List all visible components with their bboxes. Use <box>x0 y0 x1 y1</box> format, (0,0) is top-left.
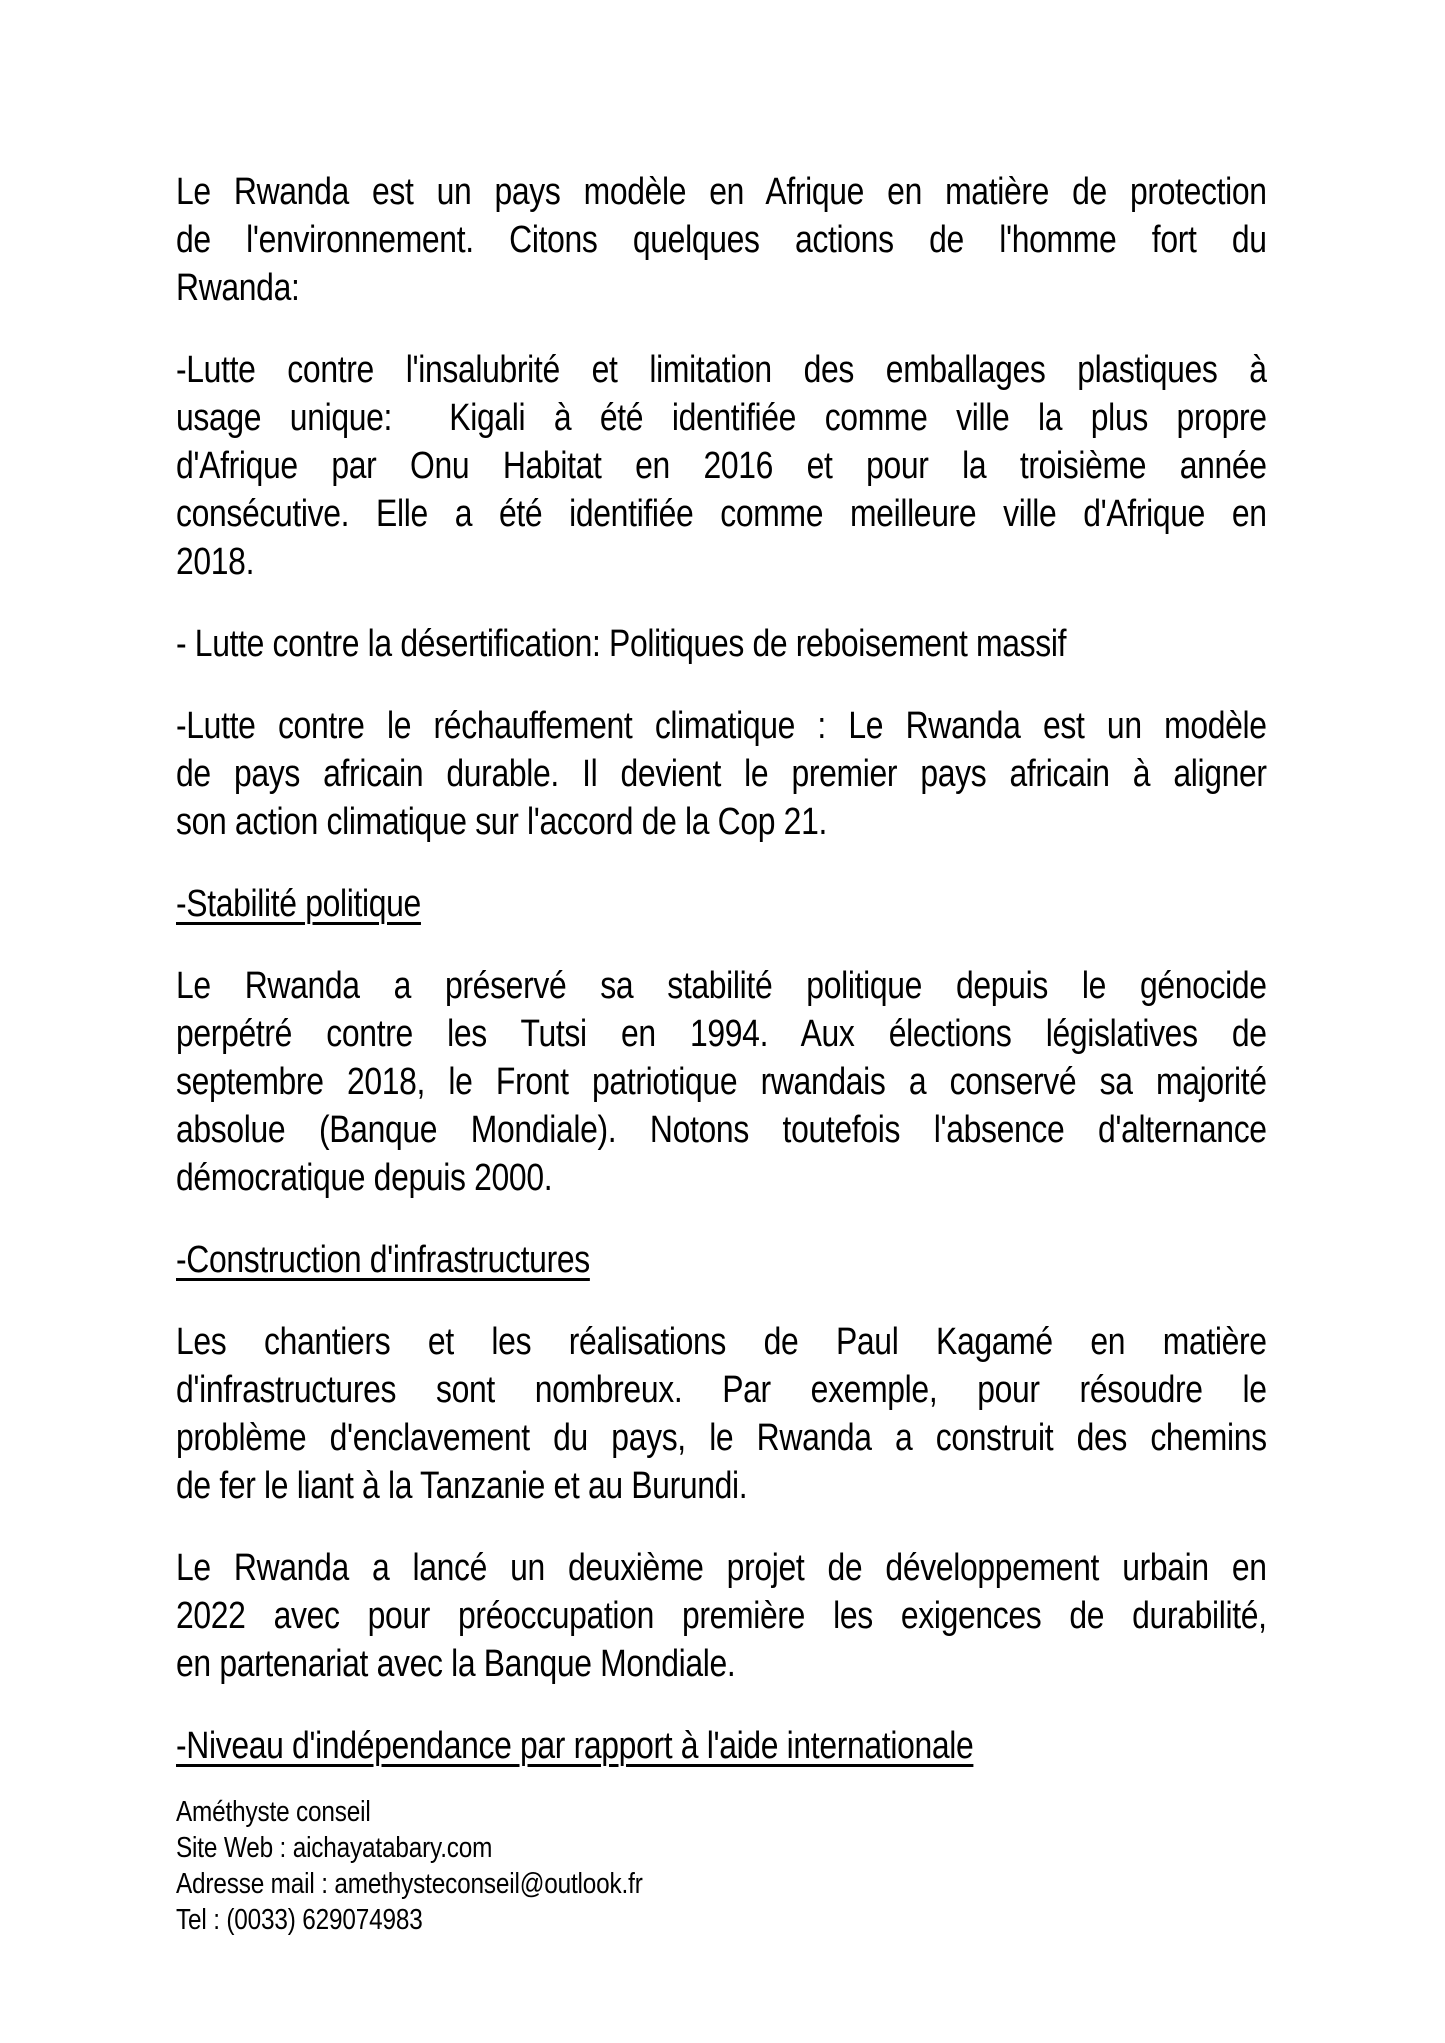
text-line: Les chantiers et les réalisations de Paul Kagamé en matière <box>176 1321 1267 1363</box>
text-line: de l'environnement. Citons quelques actions de l'homme fort du <box>176 219 1267 261</box>
text-line: en partenariat avec la Banque Mondiale. <box>176 1643 736 1685</box>
text-line: Le Rwanda a lancé un deuxième projet de développement urbain en <box>176 1547 1267 1589</box>
paragraph <box>176 702 1267 846</box>
text-line: perpétré contre les Tutsi en 1994. Aux élections législatives de <box>176 1013 1267 1055</box>
footer-line-phone: Tel : (0033) 629074983 <box>176 1904 423 1936</box>
text-line: septembre 2018, le Front patriotique rwandais a conservé sa majorité <box>176 1061 1267 1103</box>
text-line: Le Rwanda a préservé sa stabilité politique depuis le génocide <box>176 965 1267 1007</box>
document-body <box>176 168 1267 1804</box>
paragraph <box>176 168 1267 312</box>
text-line: problème d'enclavement du pays, le Rwanda a construit des chemins <box>176 1417 1267 1459</box>
text-line: d'infrastructures sont nombreux. Par exemple, pour résoudre le <box>176 1369 1267 1411</box>
paragraph <box>176 1318 1267 1510</box>
paragraph <box>176 962 1267 1202</box>
section-heading <box>176 1722 1267 1770</box>
section-heading-text: -Stabilité politique <box>176 883 421 925</box>
text-line: -Lutte contre le réchauffement climatique : Le Rwanda est un modèle <box>176 705 1267 747</box>
text-line: son action climatique sur l'accord de la Cop 21. <box>176 801 828 843</box>
text-line: -Lutte contre l'insalubrité et limitation des emballages plastiques à <box>176 349 1267 391</box>
paragraph <box>176 346 1267 586</box>
footer-line-website: Site Web : aichayatabary.com <box>176 1832 493 1864</box>
text-line: Le Rwanda est un pays modèle en Afrique en matière de protection <box>176 171 1267 213</box>
section-heading <box>176 1236 1267 1284</box>
paragraph <box>176 620 1267 668</box>
section-heading <box>176 880 1267 928</box>
footer-line-company: Améthyste conseil <box>176 1796 371 1828</box>
text-line: - Lutte contre la désertification: Politiques de reboisement massif <box>176 623 1067 665</box>
text-line: 2018. <box>176 541 255 583</box>
text-line: d'Afrique par Onu Habitat en 2016 et pour la troisième année <box>176 445 1267 487</box>
section-heading-text: -Construction d'infrastructures <box>176 1239 590 1281</box>
section-heading-text: -Niveau d'indépendance par rapport à l'aide internationale <box>176 1725 974 1767</box>
paragraph <box>176 1544 1267 1688</box>
text-line: Rwanda: <box>176 267 300 309</box>
text-line: absolue (Banque Mondiale). Notons toutefois l'absence d'alternance <box>176 1109 1267 1151</box>
text-line: 2022 avec pour préoccupation première les exigences de durabilité, <box>176 1595 1267 1637</box>
text-line: usage unique: Kigali à été identifiée comme ville la plus propre <box>176 397 1267 439</box>
text-line: démocratique depuis 2000. <box>176 1157 553 1199</box>
text-line: consécutive. Elle a été identifiée comme meilleure ville d'Afrique en <box>176 493 1267 535</box>
text-line: de fer le liant à la Tanzanie et au Burundi. <box>176 1465 748 1507</box>
footer-line-email: Adresse mail : amethysteconseil@outlook.fr <box>176 1868 643 1900</box>
text-line: de pays africain durable. Il devient le premier pays africain à aligner <box>176 753 1267 795</box>
document-footer <box>176 1794 1267 1938</box>
